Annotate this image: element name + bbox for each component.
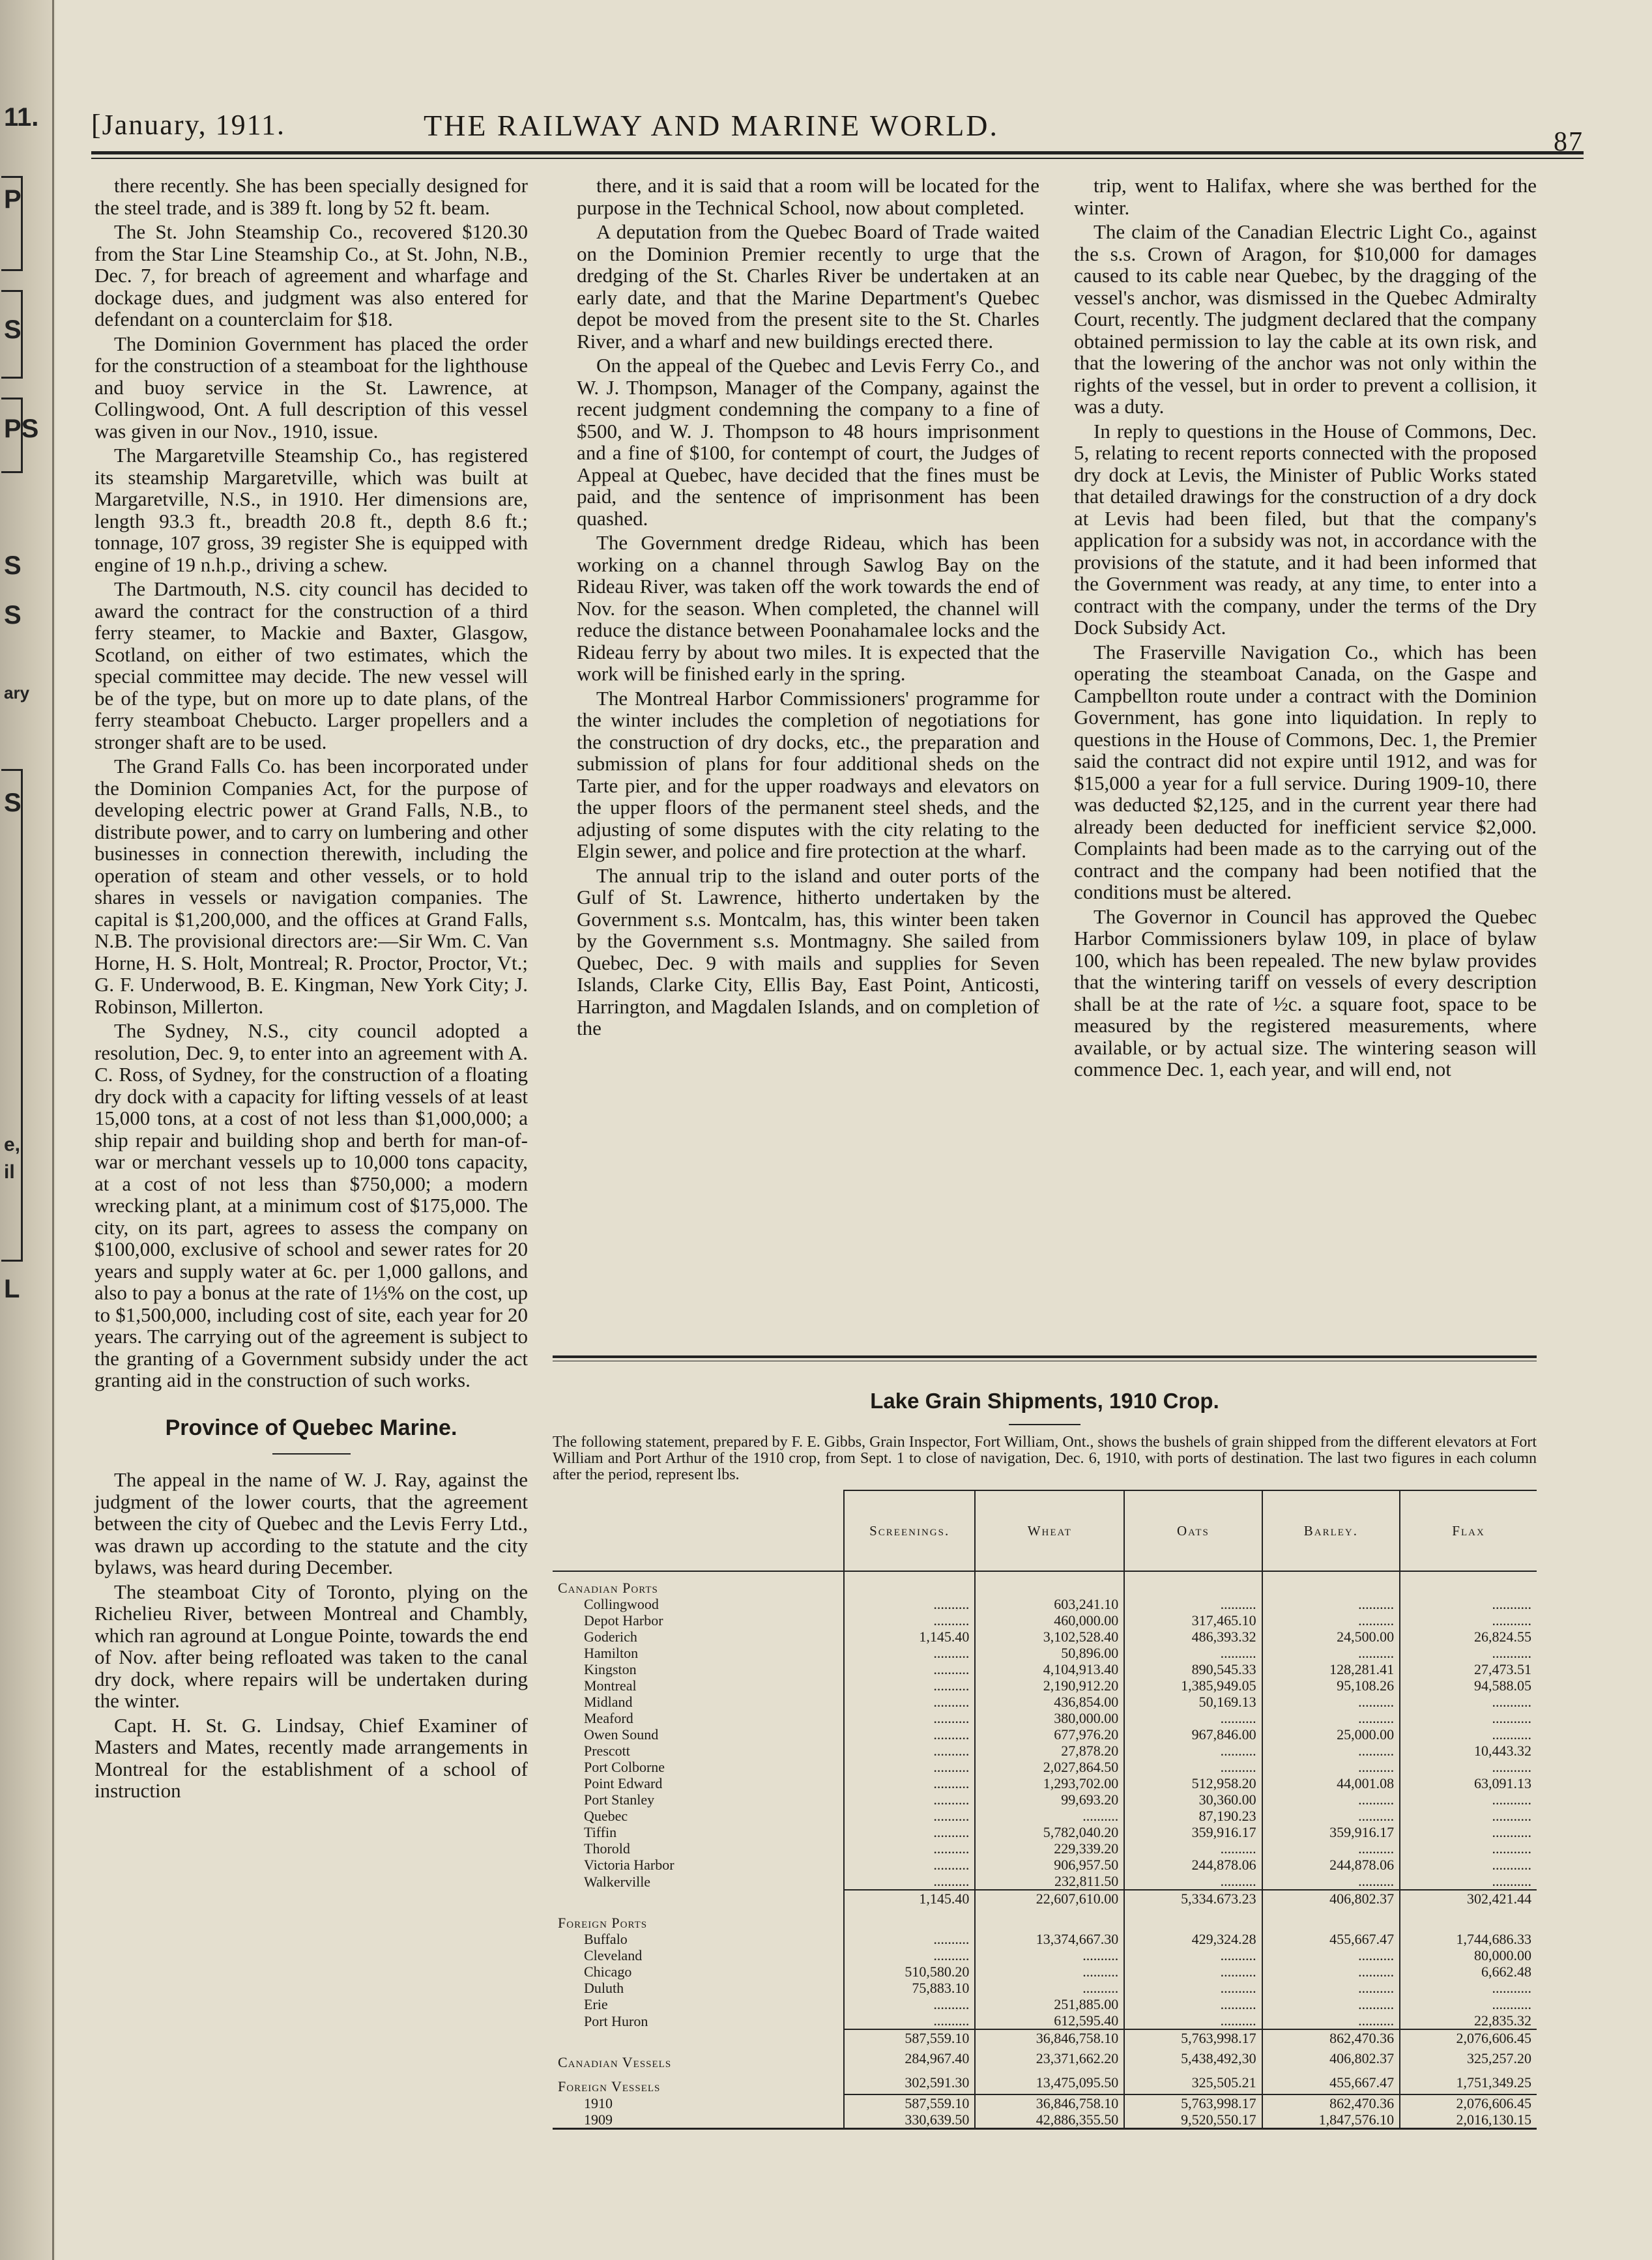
table-cell: .......... <box>1262 1645 1400 1661</box>
article-paragraph: The Governor in Council has approved the Quebec Harbor Commissioners bylaw 109, in place of bylaw 100, which has been repealed. The new bylaw provides that the wintering tariff on vessels of every description shall be at the rate of ½c. a square foot, space to be measured by the registered measurements, where available, or by actual size. The wintering season will commence Dec. 1, each year, and will end, not <box>1074 905 1537 1080</box>
table-cell: 455,667.47 <box>1262 2070 1400 2094</box>
row-label <box>553 2029 844 2046</box>
table-cell: 302,421.44 <box>1400 1890 1537 1907</box>
row-label: Kingston <box>584 1661 637 1677</box>
article-paragraph: The claim of the Canadian Electric Light Co., against the s.s. Crown of Aragon, for $10,000 for damages caused to its cable near Quebec, by the dragging of the vessel's anchor, was dismissed in the Quebec Admiralty Court, recently. The judgment declared that the company obtained permission to lay the cable at its own risk, and that the lowering of the anchor was not only within the rights of the vessel, but in order to prevent a collision, it was a duty. <box>1074 220 1537 418</box>
table-cell: ........... <box>1400 1612 1537 1629</box>
table-cell: 862,470.36 <box>1262 2094 1400 2111</box>
table-cell: 13,475,095.50 <box>975 2070 1124 2094</box>
grain-shipments-table <box>553 1490 1537 2130</box>
table-cell: 1,751,349.25 <box>1400 2070 1537 2094</box>
table-row <box>553 1743 1537 1759</box>
title-rule <box>1009 1424 1080 1425</box>
page-header <box>91 104 1584 156</box>
table-row <box>553 1808 1537 1824</box>
table-row <box>553 2111 1537 2129</box>
table-cell: .......... <box>844 1677 975 1694</box>
margin-fragment: 11. <box>4 103 39 132</box>
margin-fragment: il <box>4 1161 15 1183</box>
margin-fragment: S <box>4 601 22 630</box>
header-label-cell <box>553 1490 844 1571</box>
table-cell: 94,588.05 <box>1400 1677 1537 1694</box>
table-cell: 406,802.37 <box>1262 2046 1400 2070</box>
row-label: Buffalo <box>584 1931 628 1947</box>
row-label: Cleveland <box>584 1947 643 1963</box>
table-cell: 587,559.10 <box>844 2094 975 2111</box>
table-cell: ........... <box>1400 1710 1537 1726</box>
table-row <box>553 1824 1537 1840</box>
article-paragraph: In reply to questions in the House of Commons, Dec. 5, relating to recent reports connected with the proposed dry dock at Levis, the Minister of Public Works stated that detailed drawings for the construction of a dry dock at Levis had been filed, but that the company's application for a subsidy was not, in accordance with the provisions of the statute, and it had been informed that the Government was ready, at any time, to enter into a contract with the company, under the terms of the Dry Dock Subsidy Act. <box>1074 419 1537 639</box>
table-cell: 5,438,492,30 <box>1124 2046 1262 2070</box>
article-paragraph: The annual trip to the island and outer ports of the Gulf of St. Lawrence, hitherto undertaken by the Government s.s. Montcalm, has, this winter been taken by the Government s.s. Montmagny. She sailed from Quebec, Dec. 9 with mails and supplies for Seven Islands, Clarke City, Ellis Bay, East Point, Anticosti, Harrington, and Magdalen Islands, and on completion of the <box>577 863 1039 1039</box>
table-cell: .......... <box>844 1661 975 1677</box>
table-cell: 512,958.20 <box>1124 1775 1262 1791</box>
margin-fragment: PS <box>4 414 39 443</box>
article-paragraph: The Montreal Harbor Commissioners' programme for the winter includes the completion of negotiations for the construction of dry docks, etc., the preparation and submission of plans for four additional sheds on the Tarte pier, and for the upper roadways and elevators on the upper floors of the permanent steel sheds, and the adjusting of some disputes with the city relating to the Elgin sewer, and police and fire protection at the wharf. <box>577 686 1039 862</box>
row-label: Prescott <box>584 1743 630 1759</box>
section-rule-top <box>553 1355 1537 1358</box>
row-label: Collingwood <box>584 1596 659 1612</box>
table-cell: 13,374,667.30 <box>975 1931 1124 1947</box>
table-row <box>553 2094 1537 2111</box>
table-row <box>553 1980 1537 1996</box>
table-cell: 44,001.08 <box>1262 1775 1400 1791</box>
table-row <box>553 1890 1537 1907</box>
table-cell: ........... <box>1400 1857 1537 1873</box>
table-cell: .......... <box>844 1931 975 1947</box>
adjacent-page-margin <box>0 0 54 2260</box>
article-paragraph: The Government dredge Rideau, which has been working on a channel through Sawlog Bay on the Rideau River, was taken off the work towards the end of Nov. for the season. When completed, the channel will reduce the distance between Poonahamalee locks and the Rideau ferry by about two miles. It is expected that the work will be finished early in the spring. <box>577 531 1039 685</box>
table-cell: .......... <box>844 1775 975 1791</box>
table-cell: 24,500.00 <box>1262 1629 1400 1645</box>
table-cell: 1,293,702.00 <box>975 1775 1124 1791</box>
table-cell: .......... <box>1124 1743 1262 1759</box>
table-cell: ........... <box>1400 1726 1537 1743</box>
table-cell: 36,846,758.10 <box>975 2029 1124 2046</box>
table-cell <box>1124 1907 1262 1931</box>
table-cell: .......... <box>844 1791 975 1808</box>
table-cell: .......... <box>1124 1596 1262 1612</box>
table-cell: 5,782,040.20 <box>975 1824 1124 1840</box>
table-intro: The following statement, prepared by F. E. Gibbs, Grain Inspector, Fort William, Ont., shows the bushels of grain shipped from the different elevators at Fort William and Port Arthur of the 1910 crop, from Sept. 1 to close of navigation, Dec. 6, 1910, with ports of destination. The last two figures in each column after the period, represent lbs. <box>553 1434 1537 1483</box>
table-cell: 325,257.20 <box>1400 2046 1537 2070</box>
table-cell: .......... <box>844 1612 975 1629</box>
table-cell: 10,443.32 <box>1400 1743 1537 1759</box>
table-row <box>553 1694 1537 1710</box>
table-cell: 50,896.00 <box>975 1645 1124 1661</box>
table-cell: 9,520,550.17 <box>1124 2111 1262 2129</box>
table-cell: .......... <box>844 1840 975 1857</box>
column-header: Screenings. <box>844 1490 975 1571</box>
table-cell: .......... <box>1262 1840 1400 1857</box>
margin-box <box>1 769 23 1262</box>
row-label: Quebec <box>584 1808 628 1824</box>
table-cell <box>1400 1907 1537 1931</box>
table-cell: 1,847,576.10 <box>1262 2111 1400 2129</box>
table-row <box>553 1661 1537 1677</box>
table-row <box>553 1857 1537 1873</box>
table-cell: 967,846.00 <box>1124 1726 1262 1743</box>
article-paragraph: The Dartmouth, N.S. city council has decided to award the contract for the construction of a third ferry steamer, to Mackie and Baxter, Glasgow, Scotland, on either of two estimates, which the special committee may decide. The new vessel will be of the type, but on more up to date plans, of the ferry steamboat Chebucto. Larger propellers and a stronger shaft are to be used. <box>94 577 528 753</box>
table-cell: 50,169.13 <box>1124 1694 1262 1710</box>
column-header: Barley. <box>1262 1490 1400 1571</box>
row-label <box>553 1890 844 1907</box>
table-row <box>553 2046 1537 2070</box>
table-cell: 486,393.32 <box>1124 1629 1262 1645</box>
table-row <box>553 1775 1537 1791</box>
table-cell: .......... <box>1262 1710 1400 1726</box>
table-cell: .......... <box>1262 1743 1400 1759</box>
table-cell: ........... <box>1400 1791 1537 1808</box>
table-cell: 2,076,606.45 <box>1400 2094 1537 2111</box>
table-row <box>553 1571 1537 1596</box>
table-cell: .......... <box>844 1645 975 1661</box>
table-header-row <box>553 1490 1537 1571</box>
table-cell: 232,811.50 <box>975 1873 1124 1890</box>
table-cell: 2,016,130.15 <box>1400 2111 1537 2129</box>
table-cell: 1,744,686.33 <box>1400 1931 1537 1947</box>
table-cell: 677,976.20 <box>975 1726 1124 1743</box>
table-cell: 80,000.00 <box>1400 1947 1537 1963</box>
table-cell: .......... <box>975 1947 1124 1963</box>
row-label: Duluth <box>584 1980 624 1996</box>
table-cell: .......... <box>1124 2012 1262 2029</box>
article-paragraph: The Grand Falls Co. has been incorporated under the Dominion Companies Act, for the purpose of developing electric power at Grand Falls, N.B., to distribute power, and to carry on lumbering and other businesses in connection therewith, including the operation of steam and other vessels, or to hold shares in vessels or navigation companies. The capital is $1,200,000, and the offices at Grand Falls, N.B. The provisional directors are:—Sir Wm. C. Van Horne, H. S. Holt, Montreal; R. Proctor, Proctor, Vt.; G. F. Underwood, B. E. Kingman, New York City; J. Robinson, Millerton. <box>94 755 528 1018</box>
table-cell <box>1262 1907 1400 1931</box>
article-paragraph: The steamboat City of Toronto, plying on the Richelieu River, between Montreal and Chambly, which ran aground at Longue Pointe, towards the end of Nov. after being refloated was taken to the canal dry dock, where repairs will be undertaken during the winter. <box>94 1580 528 1712</box>
table-cell: 4,104,913.40 <box>975 1661 1124 1677</box>
table-cell: 436,854.00 <box>975 1694 1124 1710</box>
table-row <box>553 1907 1537 1931</box>
article-paragraph: The Fraserville Navigation Co., which has been operating the steamboat Canada, on the Gaspe and Campbellton route under a contract with the Dominion Government, has gone into liquidation. In reply to questions in the House of Commons, Dec. 1, the Premier said the contract did not expire until 1912, and was for $15,000 a year for a full service. During 1909-10, there was deducted $2,125, and in the current year there had already been deducted for inefficient service $2,000. Complaints had been made as to the carrying out of the contract and the company had been notified that the conditions must be altered. <box>1074 640 1537 903</box>
table-cell: 1,385,949.05 <box>1124 1677 1262 1694</box>
row-label: Owen Sound <box>584 1726 659 1743</box>
article-paragraph: The Sydney, N.S., city council adopted a resolution, Dec. 9, to enter into an agreement with A. C. Ross, of Sydney, for the construction of a floating dry dock with a capacity for lifting vessels of at least 15,000 tons, at a cost of not less than $1,000,000; a ship repair and building shop and berth for man-of-war or merchant vessels up to 10,000 tons capacity, at a cost of not less than $750,000; a modern wrecking plant, at a minimum cost of $175,000. The city, on its part, agrees to assess the company on $100,000, exclusive of school and sewer rates for 20 years and supply water at 6c. per 1,000 gallons, and also to pay a bonus at the rate of 1⅓% on the cost, up to $1,500,000, including cost of site, each year for 20 years. The carrying out of the agreement is subject to the granting of a Government subsidy under the act granting aid in the construction of such works. <box>94 1019 528 1391</box>
row-label: Midland <box>584 1694 633 1710</box>
table-cell: .......... <box>975 1980 1124 1996</box>
table-row <box>553 2070 1537 2094</box>
row-label: 1909 <box>553 2111 844 2129</box>
margin-fragment: ary <box>4 683 30 703</box>
table-cell: 251,885.00 <box>975 1996 1124 2012</box>
table-cell: ........... <box>1400 1808 1537 1824</box>
table-cell: 325,505.21 <box>1124 2070 1262 2094</box>
table-row <box>553 2012 1537 2029</box>
page-number: 87 <box>1554 127 1584 157</box>
section-rule <box>272 1453 351 1455</box>
table-row <box>553 1645 1537 1661</box>
column-2 <box>577 175 1039 1042</box>
table-cell: 5,763,998.17 <box>1124 2029 1262 2046</box>
table-cell: 862,470.36 <box>1262 2029 1400 2046</box>
table-cell: 27,878.20 <box>975 1743 1124 1759</box>
article-paragraph: The appeal in the name of W. J. Ray, against the judgment of the lower courts, that the agreement between the city of Quebec and the Levis Ferry Ltd., was drawn up according to the statute and the city bylaws, was heard during December. <box>94 1468 528 1578</box>
table-row <box>553 1791 1537 1808</box>
table-cell: 406,802.37 <box>1262 1890 1400 1907</box>
table-row <box>553 1873 1537 1890</box>
table-cell: 75,883.10 <box>844 1980 975 1996</box>
table-cell: 460,000.00 <box>975 1612 1124 1629</box>
row-label: Foreign Vessels <box>558 2078 661 2094</box>
table-cell: .......... <box>1262 1947 1400 1963</box>
table-row <box>553 1596 1537 1612</box>
table-cell: .......... <box>844 1596 975 1612</box>
table-cell: 380,000.00 <box>975 1710 1124 1726</box>
table-row <box>553 1840 1537 1857</box>
table-cell: 906,957.50 <box>975 1857 1124 1873</box>
row-label: Port Huron <box>584 2012 648 2029</box>
row-label: Victoria Harbor <box>584 1857 674 1873</box>
row-label: Tiffin <box>584 1824 617 1840</box>
issue-date: [January, 1911. <box>91 109 285 141</box>
row-label: Thorold <box>584 1840 630 1857</box>
table-row <box>553 1629 1537 1645</box>
row-label: Foreign Ports <box>558 1915 648 1931</box>
table-cell: .......... <box>844 1710 975 1726</box>
article-paragraph: trip, went to Halifax, where she was berthed for the winter. <box>1074 174 1537 219</box>
table-cell: ........... <box>1400 1840 1537 1857</box>
row-label: Canadian Ports <box>558 1580 658 1596</box>
column-header: Flax <box>1400 1490 1537 1571</box>
table-cell: .......... <box>1124 1963 1262 1980</box>
table-cell: 302,591.30 <box>844 2070 975 2094</box>
table-cell: .......... <box>1262 1759 1400 1775</box>
margin-fragment: e, <box>4 1134 21 1155</box>
row-label: Depot Harbor <box>584 1612 663 1629</box>
table-cell: 359,916.17 <box>1124 1824 1262 1840</box>
table-cell: 87,190.23 <box>1124 1808 1262 1824</box>
column-header: Wheat <box>975 1490 1124 1571</box>
article-paragraph: On the appeal of the Quebec and Levis Ferry Co., and W. J. Thompson, Manager of the Company, against the recent judgment condemning the company to a fine of $500, and W. J. Thompson to 48 hours imprisonment and a fine of $100, for contempt of court, the Judges of Appeal at Quebec, have decided that the fines must be paid, and the sentence of imprisonment has been quashed. <box>577 354 1039 530</box>
table-cell <box>975 1907 1124 1931</box>
section-heading: Province of Quebec Marine. <box>165 1415 457 1440</box>
table-row <box>553 1726 1537 1743</box>
table-cell: 95,108.26 <box>1262 1677 1400 1694</box>
table-cell: .......... <box>1124 1873 1262 1890</box>
table-cell: .......... <box>844 2012 975 2029</box>
table-row <box>553 1931 1537 1947</box>
table-cell: .......... <box>1262 1808 1400 1824</box>
table-cell: .......... <box>844 1873 975 1890</box>
table-body <box>553 1571 1537 2129</box>
table-cell: .......... <box>1124 1980 1262 1996</box>
table-cell: 284,967.40 <box>844 2046 975 2070</box>
table-cell: .......... <box>975 1963 1124 1980</box>
row-label: Meaford <box>584 1710 633 1726</box>
table-cell: 30,360.00 <box>1124 1791 1262 1808</box>
table-cell: ........... <box>1400 1645 1537 1661</box>
table-cell: .......... <box>844 1759 975 1775</box>
table-cell: .......... <box>1262 2012 1400 2029</box>
table-cell: 6,662.48 <box>1400 1963 1537 1980</box>
row-label: 1910 <box>584 2094 613 2111</box>
margin-fragment: S <box>4 551 22 580</box>
column-header: Oats <box>1124 1490 1262 1571</box>
table-row <box>553 1677 1537 1694</box>
table-cell: 2,076,606.45 <box>1400 2029 1537 2046</box>
table-row <box>553 1963 1537 1980</box>
article-paragraph: The Dominion Government has placed the order for the construction of a steamboat for the lighthouse and buoy service in the St. Lawrence, at Collingwood, Ont. A full description of this vessel was given in our Nov., 1910, issue. <box>94 332 528 442</box>
table-cell: 128,281.41 <box>1262 1661 1400 1677</box>
table-cell: .......... <box>1262 1694 1400 1710</box>
table-cell: ........... <box>1400 1824 1537 1840</box>
table-cell: .......... <box>1124 1840 1262 1857</box>
table-cell: 23,371,662.20 <box>975 2046 1124 2070</box>
table-row <box>553 1710 1537 1726</box>
table-title: Lake Grain Shipments, 1910 Crop. <box>870 1389 1219 1413</box>
table-cell: .......... <box>975 1808 1124 1824</box>
table-cell: .......... <box>1262 1791 1400 1808</box>
table-cell: .......... <box>1124 1645 1262 1661</box>
row-label: Walkerville <box>584 1873 651 1890</box>
table-cell: .......... <box>844 1996 975 2012</box>
table-cell <box>844 1571 975 1596</box>
article-paragraph: A deputation from the Quebec Board of Trade waited on the Dominion Premier recently to urge that the dredging of the St. Charles River be undertaken at an early date, and that the Marine Department's Quebec depot be moved from the present site to the St. Charles River, and a wharf and new buildings erected there. <box>577 220 1039 353</box>
table-cell: .......... <box>1124 1759 1262 1775</box>
table-cell: .......... <box>844 1726 975 1743</box>
table-cell: .......... <box>1262 1596 1400 1612</box>
table-cell: 42,886,355.50 <box>975 2111 1124 2129</box>
header-rule <box>91 151 1584 154</box>
row-label: Hamilton <box>584 1645 639 1661</box>
table-cell <box>1262 1571 1400 1596</box>
article-paragraph: The St. John Steamship Co., recovered $120.30 from the Star Line Steamship Co., at St. John, N.B., Dec. 7, for breach of agreement and wharfage and dockage dues, and judgment was also entered for defendant on a counterclaim for $18. <box>94 220 528 330</box>
table-cell: 330,639.50 <box>844 2111 975 2129</box>
table-cell: 5,763,998.17 <box>1124 2094 1262 2111</box>
table-cell: .......... <box>844 1694 975 1710</box>
table-row <box>553 1759 1537 1775</box>
table-row <box>553 2029 1537 2046</box>
article-paragraph: Capt. H. St. G. Lindsay, Chief Examiner of Masters and Mates, recently made arrangements in Montreal for the establishment of a school of instruction <box>94 1713 528 1802</box>
table-cell <box>975 1571 1124 1596</box>
table-cell: 890,545.33 <box>1124 1661 1262 1677</box>
table-cell: ........... <box>1400 1873 1537 1890</box>
table-cell: 1,145.40 <box>844 1629 975 1645</box>
table-cell: 603,241.10 <box>975 1596 1124 1612</box>
table-cell: .......... <box>1262 1980 1400 1996</box>
table-cell: 1,145.40 <box>844 1890 975 1907</box>
table-cell: .......... <box>1262 1963 1400 1980</box>
publication-title: THE RAILWAY AND MARINE WORLD. <box>424 109 1000 142</box>
table-cell <box>1124 1571 1262 1596</box>
table-cell: 612,595.40 <box>975 2012 1124 2029</box>
article-paragraph: there, and it is said that a room will be located for the purpose in the Technical School, now about completed. <box>577 174 1039 219</box>
table-cell: 63,091.13 <box>1400 1775 1537 1791</box>
table-cell: .......... <box>1124 1710 1262 1726</box>
table-cell: 99,693.20 <box>975 1791 1124 1808</box>
table-cell: 429,324.28 <box>1124 1931 1262 1947</box>
table-cell: 359,916.17 <box>1262 1824 1400 1840</box>
table-cell: 2,190,912.20 <box>975 1677 1124 1694</box>
table-cell: .......... <box>1124 1996 1262 2012</box>
table-row <box>553 1996 1537 2012</box>
margin-fragment: S <box>4 315 22 344</box>
table-row <box>553 1612 1537 1629</box>
article-paragraph: there recently. She has been specially designed for the steel trade, and is 389 ft. long by 52 ft. beam. <box>94 174 528 219</box>
table-cell: .......... <box>1124 1947 1262 1963</box>
row-label: Montreal <box>584 1677 637 1694</box>
table-cell: .......... <box>1262 1996 1400 2012</box>
table-cell: 22,607,610.00 <box>975 1890 1124 1907</box>
table-cell: 510,580.20 <box>844 1963 975 1980</box>
row-label: Canadian Vessels <box>558 2054 672 2070</box>
table-cell: 317,465.10 <box>1124 1612 1262 1629</box>
margin-fragment: S <box>4 789 22 817</box>
table-cell: 25,000.00 <box>1262 1726 1400 1743</box>
column-3 <box>1074 175 1537 1083</box>
table-cell: 455,667.47 <box>1262 1931 1400 1947</box>
header-rule-thin <box>91 158 1584 159</box>
table-cell: 2,027,864.50 <box>975 1759 1124 1775</box>
table-cell: ........... <box>1400 1759 1537 1775</box>
table-cell: .......... <box>844 1947 975 1963</box>
table-cell: .......... <box>1262 1873 1400 1890</box>
row-label: Port Colborne <box>584 1759 665 1775</box>
table-cell: 22,835.32 <box>1400 2012 1537 2029</box>
table-cell: .......... <box>1262 1612 1400 1629</box>
table-cell: ........... <box>1400 1694 1537 1710</box>
table-cell: .......... <box>844 1857 975 1873</box>
table-cell: .......... <box>844 1743 975 1759</box>
table-cell <box>844 1907 975 1931</box>
table-cell: 26,824.55 <box>1400 1629 1537 1645</box>
row-label: Port Stanley <box>584 1791 655 1808</box>
table-row <box>553 1947 1537 1963</box>
table-cell <box>1400 1571 1537 1596</box>
table-cell: 36,846,758.10 <box>975 2094 1124 2111</box>
row-label: Goderich <box>584 1629 637 1645</box>
row-label: Erie <box>584 1996 608 2012</box>
table-cell: 229,339.20 <box>975 1840 1124 1857</box>
table-cell: .......... <box>844 1824 975 1840</box>
table-cell: 587,559.10 <box>844 2029 975 2046</box>
column-1 <box>94 175 528 1804</box>
table-cell: ........... <box>1400 1996 1537 2012</box>
table-cell: .......... <box>844 1808 975 1824</box>
table-cell: 244,878.06 <box>1262 1857 1400 1873</box>
table-cell: 244,878.06 <box>1124 1857 1262 1873</box>
row-label: Chicago <box>584 1963 632 1980</box>
table-cell: 5,334.673.23 <box>1124 1890 1262 1907</box>
table-cell: ........... <box>1400 1980 1537 1996</box>
margin-fragment: L <box>4 1275 20 1303</box>
table-cell: 3,102,528.40 <box>975 1629 1124 1645</box>
margin-fragment: P <box>4 185 22 214</box>
article-paragraph: The Margaretville Steamship Co., has registered its steamship Margaretville, which was built at Margaretville, N.S., in 1910. Her dimensions are, length 93.3 ft., breadth 20.8 ft., depth 8.6 ft.; tonnage, 107 gross, 39 register She is equipped with engine of 19 n.h.p., driving a schew. <box>94 444 528 576</box>
grain-shipments-section <box>553 1355 1537 2130</box>
table-cell: 27,473.51 <box>1400 1661 1537 1677</box>
row-label: Point Edward <box>584 1775 663 1791</box>
table-cell: ........... <box>1400 1596 1537 1612</box>
